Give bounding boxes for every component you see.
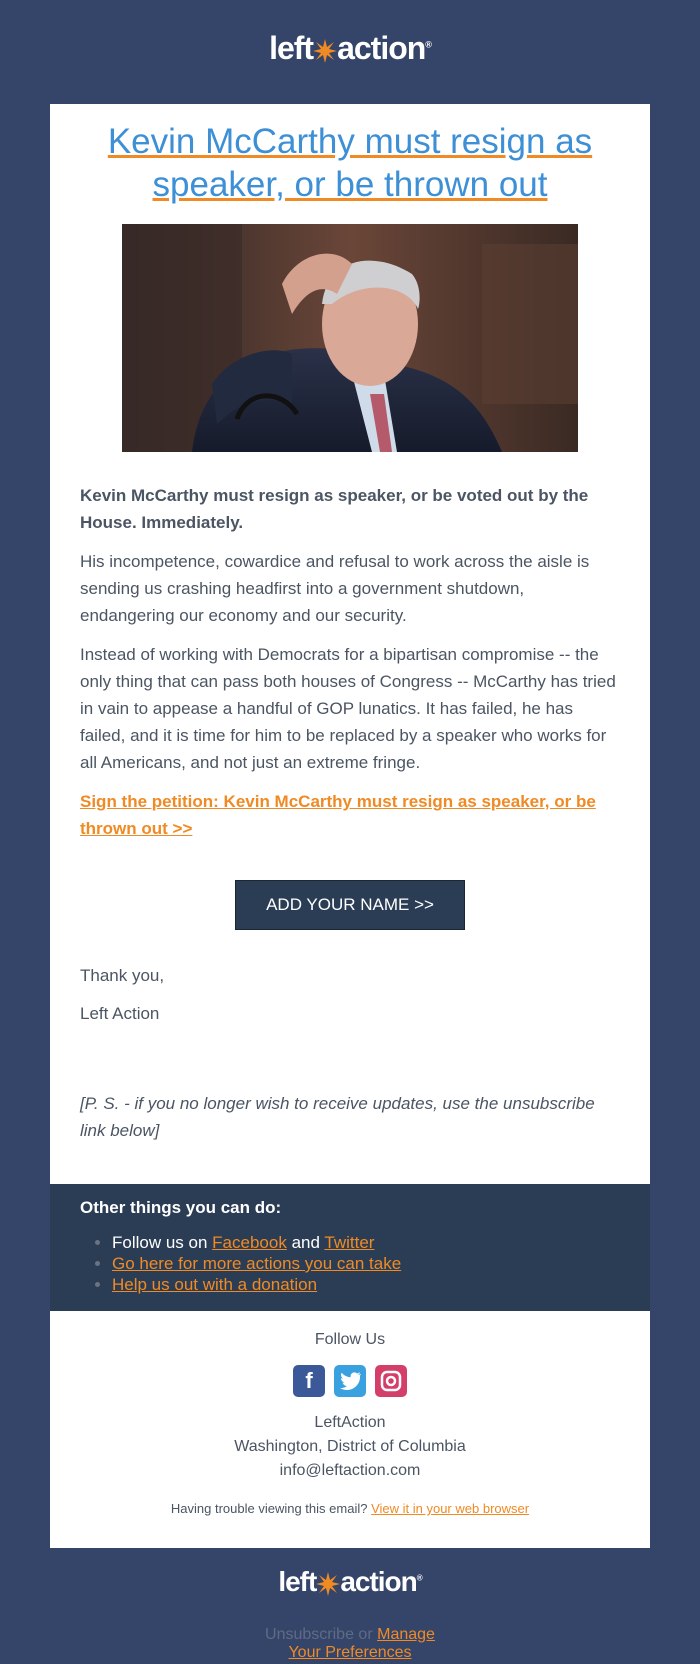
thanks-text: Thank you, bbox=[80, 966, 165, 985]
unsubscribe-block bbox=[0, 1626, 700, 1662]
body-paragraph-1: His incompetence, cowardice and refusal to work across the aisle is sending us crashing headfirst into a government shutdown, endangering our economy and our security. bbox=[80, 552, 590, 625]
burst-logo-icon bbox=[316, 1572, 340, 1596]
manage-link[interactable]: Manage bbox=[377, 1626, 435, 1643]
footer-logo[interactable]: left action® bbox=[278, 1566, 422, 1597]
trouble-text: Having trouble viewing this email? bbox=[170, 1501, 368, 1516]
ps-note: [P. S. - if you no longer wish to receive updates, use the unsubscribe link below] bbox=[80, 1094, 595, 1140]
headline-link[interactable]: Kevin McCarthy must resign as speaker, or be thrown out bbox=[107, 122, 593, 204]
org-name: LeftAction bbox=[314, 1414, 386, 1431]
donation-link[interactable]: Help us out with a donation bbox=[112, 1275, 318, 1294]
logo-text-left: left bbox=[278, 1566, 317, 1597]
view-in-browser-link[interactable]: View it in your web browser bbox=[371, 1501, 530, 1516]
list-item bbox=[112, 1274, 620, 1295]
twitter-icon[interactable] bbox=[334, 1365, 366, 1397]
other-actions-panel bbox=[50, 1184, 650, 1311]
org-email: info@leftaction.com bbox=[279, 1462, 421, 1479]
preferences-link[interactable]: Your Preferences bbox=[288, 1644, 412, 1661]
facebook-icon[interactable]: f bbox=[293, 1365, 325, 1397]
hero-photo bbox=[122, 224, 578, 452]
logo-text-right: action bbox=[337, 30, 426, 66]
org-city: Washington, District of Columbia bbox=[234, 1438, 466, 1455]
logo-text-left: left bbox=[269, 30, 314, 66]
list-item bbox=[112, 1253, 620, 1274]
follow-us-label: Follow Us bbox=[314, 1331, 386, 1348]
lead-paragraph: Kevin McCarthy must resign as speaker, or be voted out by the House. Immediately. bbox=[80, 486, 589, 532]
facebook-link[interactable]: Facebook bbox=[212, 1233, 287, 1252]
instagram-icon[interactable] bbox=[375, 1365, 407, 1397]
twitter-link[interactable]: Twitter bbox=[324, 1233, 375, 1252]
other-actions-title: Other things you can do: bbox=[80, 1198, 282, 1217]
logo-text-right: action bbox=[340, 1566, 417, 1597]
petition-link[interactable]: Sign the petition: Kevin McCarthy must resign as speaker, or be thrown out >> bbox=[80, 792, 596, 838]
more-actions-link[interactable]: Go here for more actions you can take bbox=[112, 1254, 402, 1273]
header-logo[interactable]: left action® bbox=[269, 30, 431, 66]
social-icons bbox=[50, 1365, 650, 1397]
footer bbox=[50, 1311, 650, 1548]
burst-logo-icon bbox=[313, 39, 337, 63]
unsubscribe-text[interactable]: Unsubscribe or bbox=[265, 1626, 373, 1643]
list-item: • Follow us on Facebook and Twitter bbox=[112, 1232, 620, 1253]
signature-text: Left Action bbox=[80, 1004, 160, 1023]
body-paragraph-2: Instead of working with Democrats for a bipartisan compromise -- the only thing that can pass both houses of Congress -- McCarthy has tried in vain to appease a handful of GOP lunatics. It has failed, he has failed, and it is time for him to be replaced by a speaker who works for all Americans, and not just an extreme fringe. bbox=[80, 645, 616, 772]
add-your-name-button[interactable]: ADD YOUR NAME >> bbox=[235, 880, 465, 930]
email-card bbox=[50, 104, 650, 1548]
